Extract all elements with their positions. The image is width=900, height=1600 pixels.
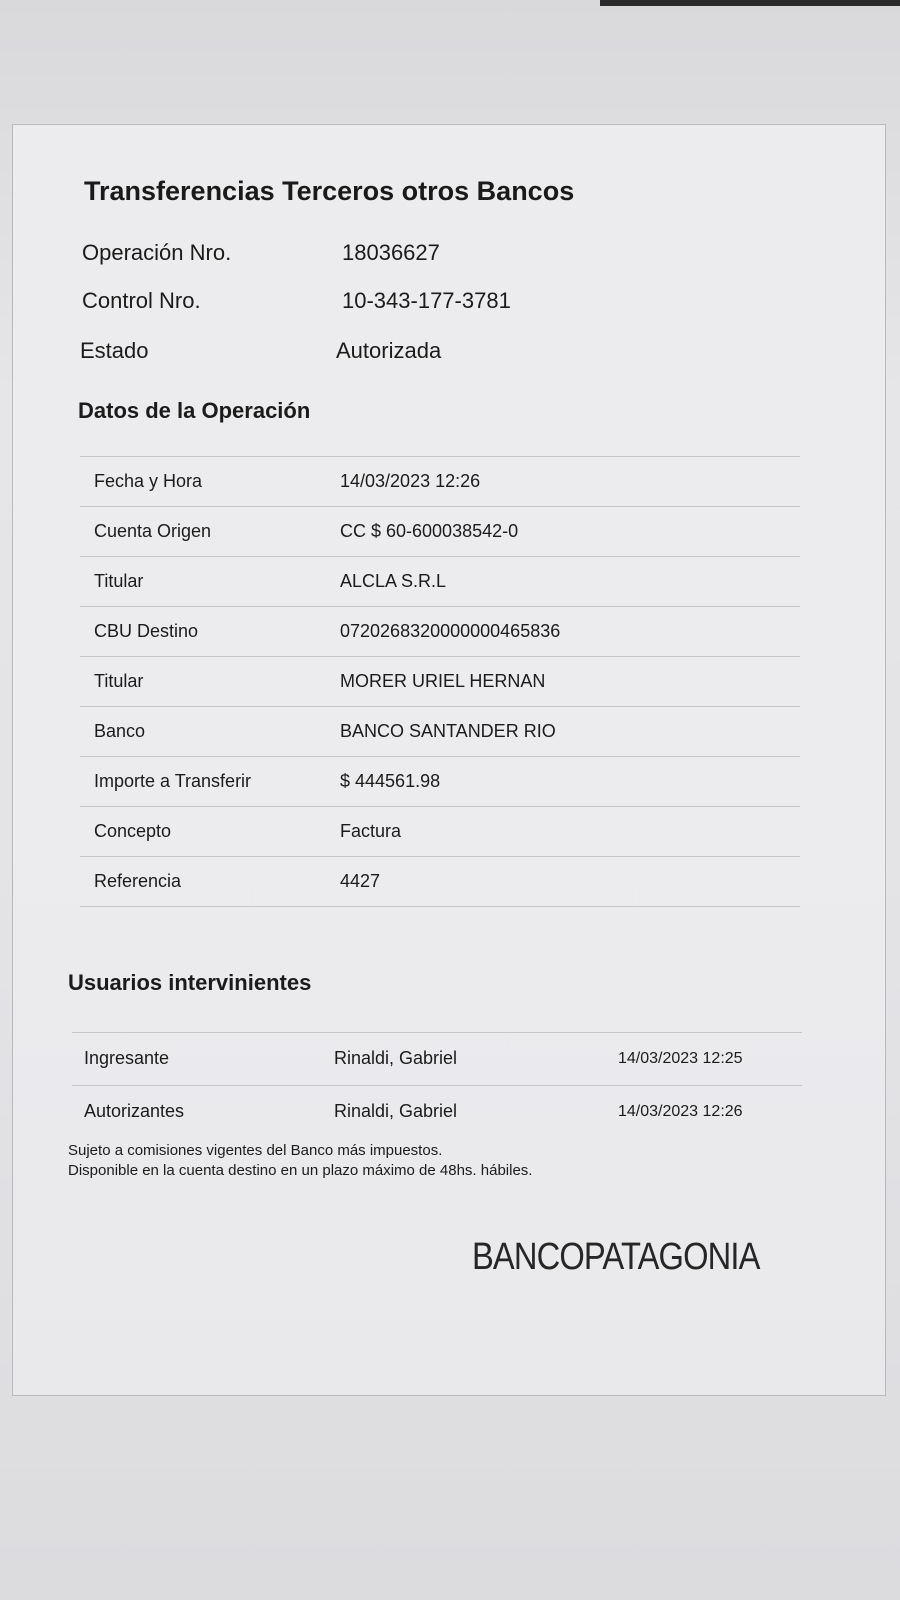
table-row	[72, 1033, 802, 1086]
row-value: MORER URIEL HERNAN	[340, 671, 546, 691]
header-row-operation	[82, 240, 440, 266]
row-label: Importe a Transferir	[94, 771, 252, 791]
user-name: Rinaldi, Gabriel	[334, 1101, 458, 1121]
paper-edge	[600, 0, 900, 6]
header-label: Estado	[80, 338, 149, 363]
note-commissions: Sujeto a comisiones vigentes del Banco más impuestos.	[68, 1142, 443, 1159]
table-row	[80, 807, 800, 857]
row-value: 14/03/2023 12:26	[340, 471, 481, 491]
table-row	[80, 757, 800, 807]
table-row	[80, 707, 800, 757]
header-label: Operación Nro.	[82, 240, 232, 265]
row-label: Concepto	[94, 821, 172, 841]
row-label: Fecha y Hora	[94, 471, 203, 491]
document-title: Transferencias Terceros otros Bancos	[84, 176, 575, 206]
row-value: 0720268320000000465836	[340, 621, 561, 641]
user-role: Ingresante	[84, 1048, 170, 1068]
table-row	[80, 857, 800, 907]
row-value: ALCLA S.R.L	[340, 571, 447, 591]
table-row	[80, 457, 800, 507]
table-row	[80, 607, 800, 657]
table-row	[80, 507, 800, 557]
user-datetime: 14/03/2023 12:25	[618, 1050, 743, 1067]
header-value: Autorizada	[336, 338, 442, 363]
row-value: 4427	[340, 871, 381, 891]
header-row-control	[82, 288, 511, 314]
row-label: Titular	[94, 671, 144, 691]
row-value: $ 444561.98	[340, 771, 441, 791]
header-label: Control Nro.	[82, 288, 201, 313]
operation-table	[80, 456, 800, 907]
operation-section-title: Datos de la Operación	[78, 398, 311, 423]
row-value: BANCO SANTANDER RIO	[340, 721, 556, 741]
users-table	[72, 1032, 802, 1138]
row-value: Factura	[340, 821, 402, 841]
user-name: Rinaldi, Gabriel	[334, 1048, 458, 1068]
row-label: Cuenta Origen	[94, 521, 212, 541]
row-value: CC $ 60-600038542-0	[340, 521, 519, 541]
table-row	[72, 1086, 802, 1138]
table-row	[80, 557, 800, 607]
row-label: CBU Destino	[94, 621, 199, 641]
table-row	[80, 657, 800, 707]
header-value: 18036627	[342, 240, 440, 265]
bank-logo: BANCOPATAGONIA	[472, 1236, 760, 1278]
header-value: 10-343-177-3781	[342, 288, 511, 313]
user-datetime: 14/03/2023 12:26	[618, 1103, 743, 1120]
row-label: Titular	[94, 571, 144, 591]
users-section-title: Usuarios intervinientes	[68, 970, 312, 995]
note-availability: Disponible en la cuenta destino en un plazo máximo de 48hs. hábiles.	[68, 1162, 533, 1179]
row-label: Referencia	[94, 871, 182, 891]
user-role: Autorizantes	[84, 1101, 185, 1121]
header-row-status	[80, 338, 442, 364]
row-label: Banco	[94, 721, 146, 741]
